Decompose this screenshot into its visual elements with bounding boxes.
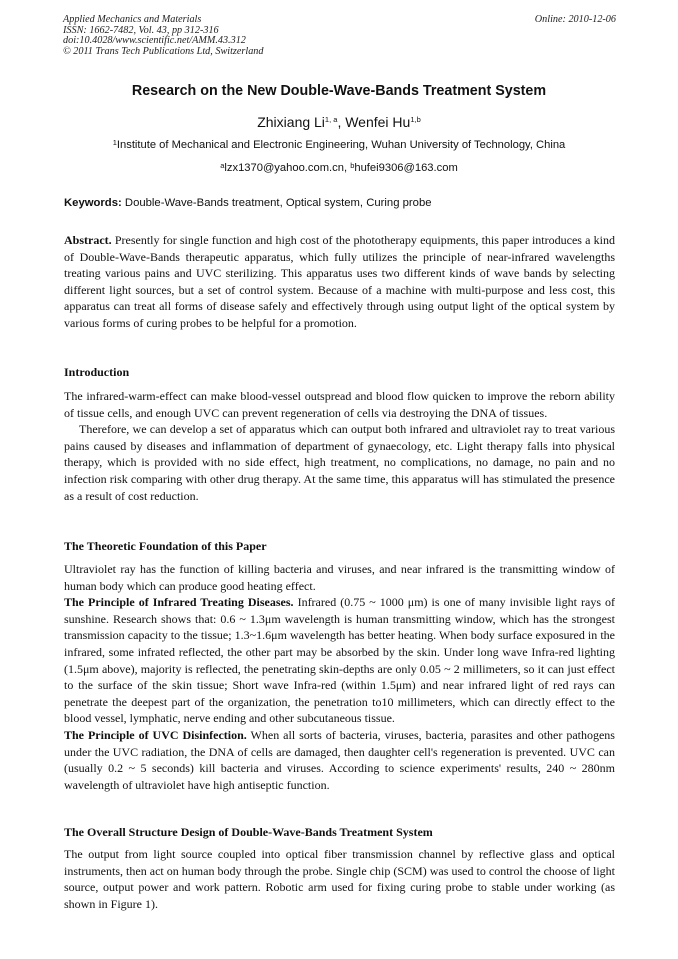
author-superscript: 1,b <box>410 115 421 124</box>
email-superscript: a <box>220 161 225 170</box>
affiliation-superscript: 1 <box>112 138 117 147</box>
paper-title: Research on the New Double-Wave-Bands Treatment System <box>131 83 547 99</box>
paragraph <box>64 727 615 793</box>
keywords-text: Double-Wave-Bands treatment, Optical system, Curing probe <box>121 197 432 209</box>
journal-issn: ISSN: 1662-7482, Vol. 43, pp 312-316 <box>63 24 219 36</box>
introduction-body <box>64 388 615 504</box>
structure-body <box>64 846 615 912</box>
paragraph <box>64 594 615 727</box>
email-link[interactable]: lzx1370@yahoo.com.cn <box>224 162 344 174</box>
theoretic-body <box>64 561 615 793</box>
section-heading-overall-structure: The Overall Structure Design of Double-Wave-Bands Treatment System <box>64 825 433 839</box>
email-superscript: b <box>350 161 355 170</box>
affiliation-text: Institute of Mechanical and Electronic Engineering, Wuhan University of Technology, China <box>116 139 566 151</box>
author-line <box>40 112 638 132</box>
abstract-text: Presently for single function and high cost of the phototherapy equipments, this paper introduces a kind of Double-Wave-Bands therapeutic apparatus, which fully utilizes the principle of near-infrared wavelengths treating various pains and UVC sterilizing. This apparatus uses two different kinds of wave bands by selecting different light sources, but a set of control system. Because of a machine with multi-purpose and less cost, this apparatus can treat all forms of disease safely and effectively through using output light of the optical system by various forms of curing probes to be helpful for a promotion. <box>64 233 615 330</box>
email-separator: , <box>343 162 351 174</box>
abstract <box>64 232 615 332</box>
journal-doi: doi:10.4028/www.scientific.net/AMM.43.312 <box>63 35 246 47</box>
paragraph: Ultraviolet ray has the function of killing bacteria and viruses, and near infrared is the transmitting window of human body which can produce good heating effect. <box>64 562 615 593</box>
journal-copyright: © 2011 Trans Tech Publications Ltd, Switzerland <box>63 45 264 57</box>
paragraph: The output from light source coupled into optical fiber transmission channel by reflective glass and optical instruments, then act on human body through the probe. Single chip (SCM) was used to control the choose of light source, output power and work pattern. Robotic arm used for fixing curing probe to stable under working (as shown in Figure 1). <box>64 847 615 911</box>
paragraph: Therefore, we can develop a set of apparatus which can output both infrared and ultraviolet ray to treat various pains caused by diseases and inflammation of department of gynaecology, etc. Light therapy falls into physical therapy, which is provided with no side effect, high treatment, no complications, no damage, no pain and no infection risk comparing with other drug therapy. At the same time, this apparatus will has stimulated the presence as a result of cost reduction. <box>64 422 615 503</box>
subsection-label-infrared: The Principle of Infrared Treating Diseases. <box>64 595 294 610</box>
section-heading-introduction: Introduction <box>64 365 130 379</box>
paragraph-text: When all sorts of bacteria, viruses, bacteria, parasites and other pathogens under the UVC radiation, the DNA of cells are damaged, then daughter cell's regeneration is prevented. UVC can (usually 0.2 ~ 5 seconds) kill bacteria and viruses. According to science experiments' results, 240 ~ 280nm wavelength of ultraviolet have high antiseptic function. <box>64 727 615 792</box>
author-name: Zhixiang Li <box>257 114 325 130</box>
paragraph-text: Infrared (0.75 ~ 1000 μm) is one of many invisible light rays of sunshine. Research shows that: 0.6 ~ 1.3μm wavelength is human transmitting window, which has the strongest transmission capacity to the tissue; 1.3~1.6μm wavelength has better heating. When body surface exposured in the infrared, some infrated reflected, the other part may be absorbed by the skin. Under long wave Infra-red lighting (1.5μm above), majority is reflected, the penetrating skin-depths are only 0.05 ~ 2 millimeters, so it can just effect to the surface of the skin tissue; Short wave Infra-red (within 1.5μm) and near infrared light of red rays can penetrate the deepest part of the organization, the penetration to10 millimeters, which can directly effect to the blood vessel, lymphatic, nerve ending and other subcutaneous tissue. <box>64 595 616 726</box>
journal-header <box>63 15 616 57</box>
online-date: Online: 2010-12-06 <box>534 14 616 25</box>
paragraph: The infrared-warm-effect can make blood-vessel outspread and blood flow quicken to improve the reborn ability of tissue cells, and enough UVC can prevent regeneration of cells via destroying the DNA of tissues. <box>64 389 615 420</box>
affiliation <box>40 137 638 153</box>
abstract-label: Abstract. <box>64 233 112 247</box>
journal-name: Applied Mechanics and Materials <box>63 14 202 25</box>
email-link[interactable]: hufei9306@163.com <box>354 162 458 174</box>
author-separator: , <box>337 114 346 130</box>
author-name: Wenfei Hu <box>345 114 411 130</box>
keywords <box>64 195 617 211</box>
keywords-label: Keywords: <box>64 197 122 209</box>
section-heading-theoretic-foundation: The Theoretic Foundation of this Paper <box>64 539 267 553</box>
subsection-label-uvc: The Principle of UVC Disinfection. <box>64 727 247 742</box>
author-superscript: 1, a <box>324 115 338 124</box>
author-emails <box>40 160 638 176</box>
